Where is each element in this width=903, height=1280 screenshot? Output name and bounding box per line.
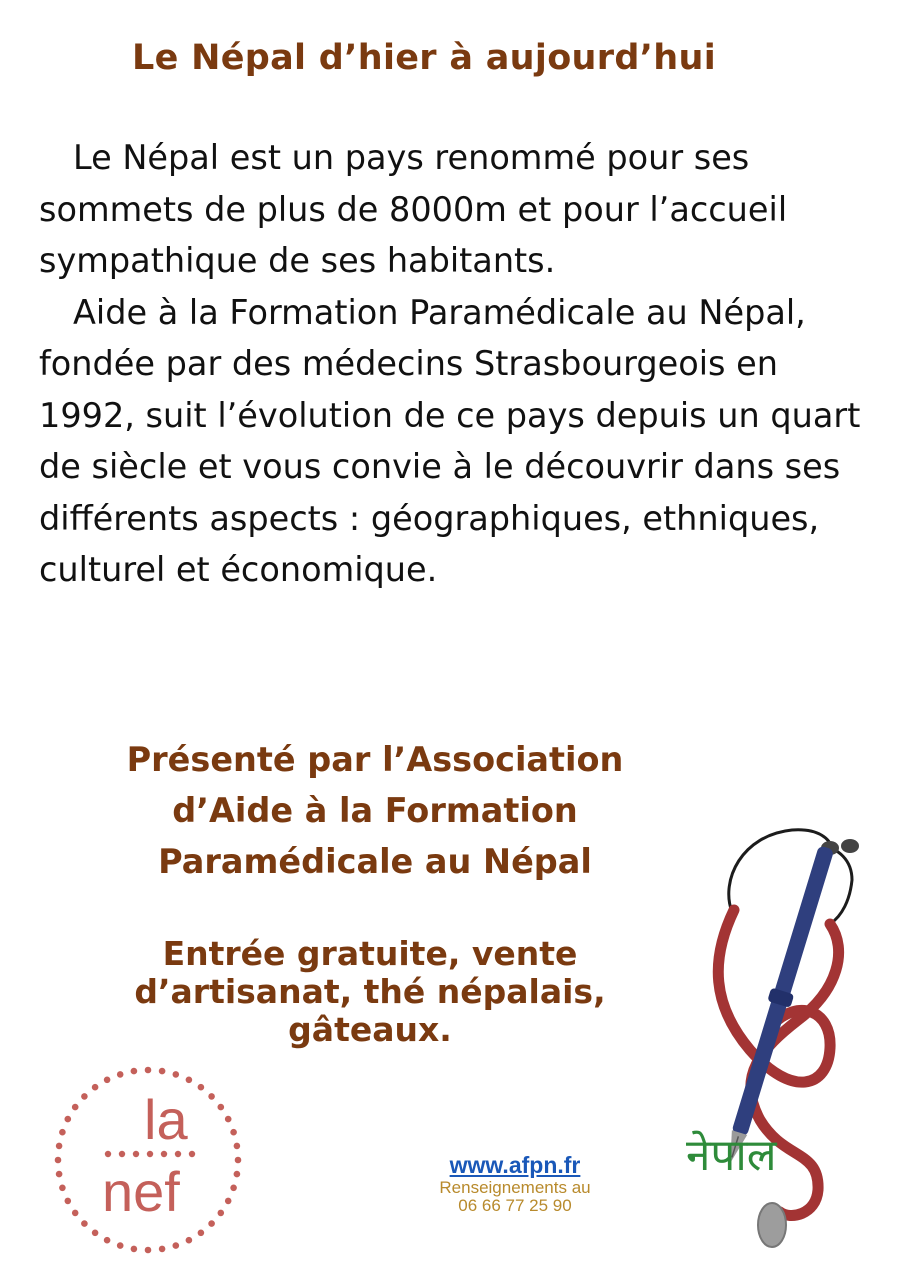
presenter-line-1: Présenté par l’Association: [126, 740, 624, 779]
intro-paragraph-1: Le Népal est un pays renommé pour ses sommets de plus de 8000m et pour l’accueil sympathique de ses habitants.: [39, 138, 788, 280]
la-nef-logo: [52, 1064, 244, 1256]
page-title: Le Népal d’hier à aujourd’hui: [132, 38, 716, 78]
entry-line-2: d’artisanat, thé népalais,: [134, 972, 606, 1011]
intro-paragraph-2: Aide à la Formation Paramédicale au Népal, fondée par des médecins Strasbourgeois en 1992, suit l’évolution de ce pays depuis un quart de siècle et vous convie à le découvrir dans ses différents aspects : géographiques, ethniques, culturel et économique.: [39, 292, 861, 589]
contact-block: [404, 1151, 626, 1215]
stethoscope-pen-icon: [680, 820, 880, 1260]
phone-number: 06 66 77 25 90: [458, 1196, 572, 1215]
nepali-script: नेपाल: [686, 1130, 777, 1181]
presenter-line-2: d’Aide à la Formation: [172, 791, 578, 830]
afpn-emblem: [680, 820, 880, 1260]
intro-text: [39, 132, 869, 596]
info-label: Renseignements au: [439, 1178, 591, 1197]
logo-word-nef: nef: [102, 1160, 180, 1223]
website-link[interactable]: www.afpn.fr: [449, 1152, 581, 1178]
entry-block: [30, 935, 710, 1049]
presenter-block: [30, 734, 720, 887]
entry-line-1: Entrée gratuite, vente: [162, 934, 578, 973]
presenter-line-3: Paramédicale au Népal: [158, 842, 592, 881]
entry-line-3: gâteaux.: [288, 1010, 452, 1049]
logo-word-la: la: [144, 1088, 188, 1151]
